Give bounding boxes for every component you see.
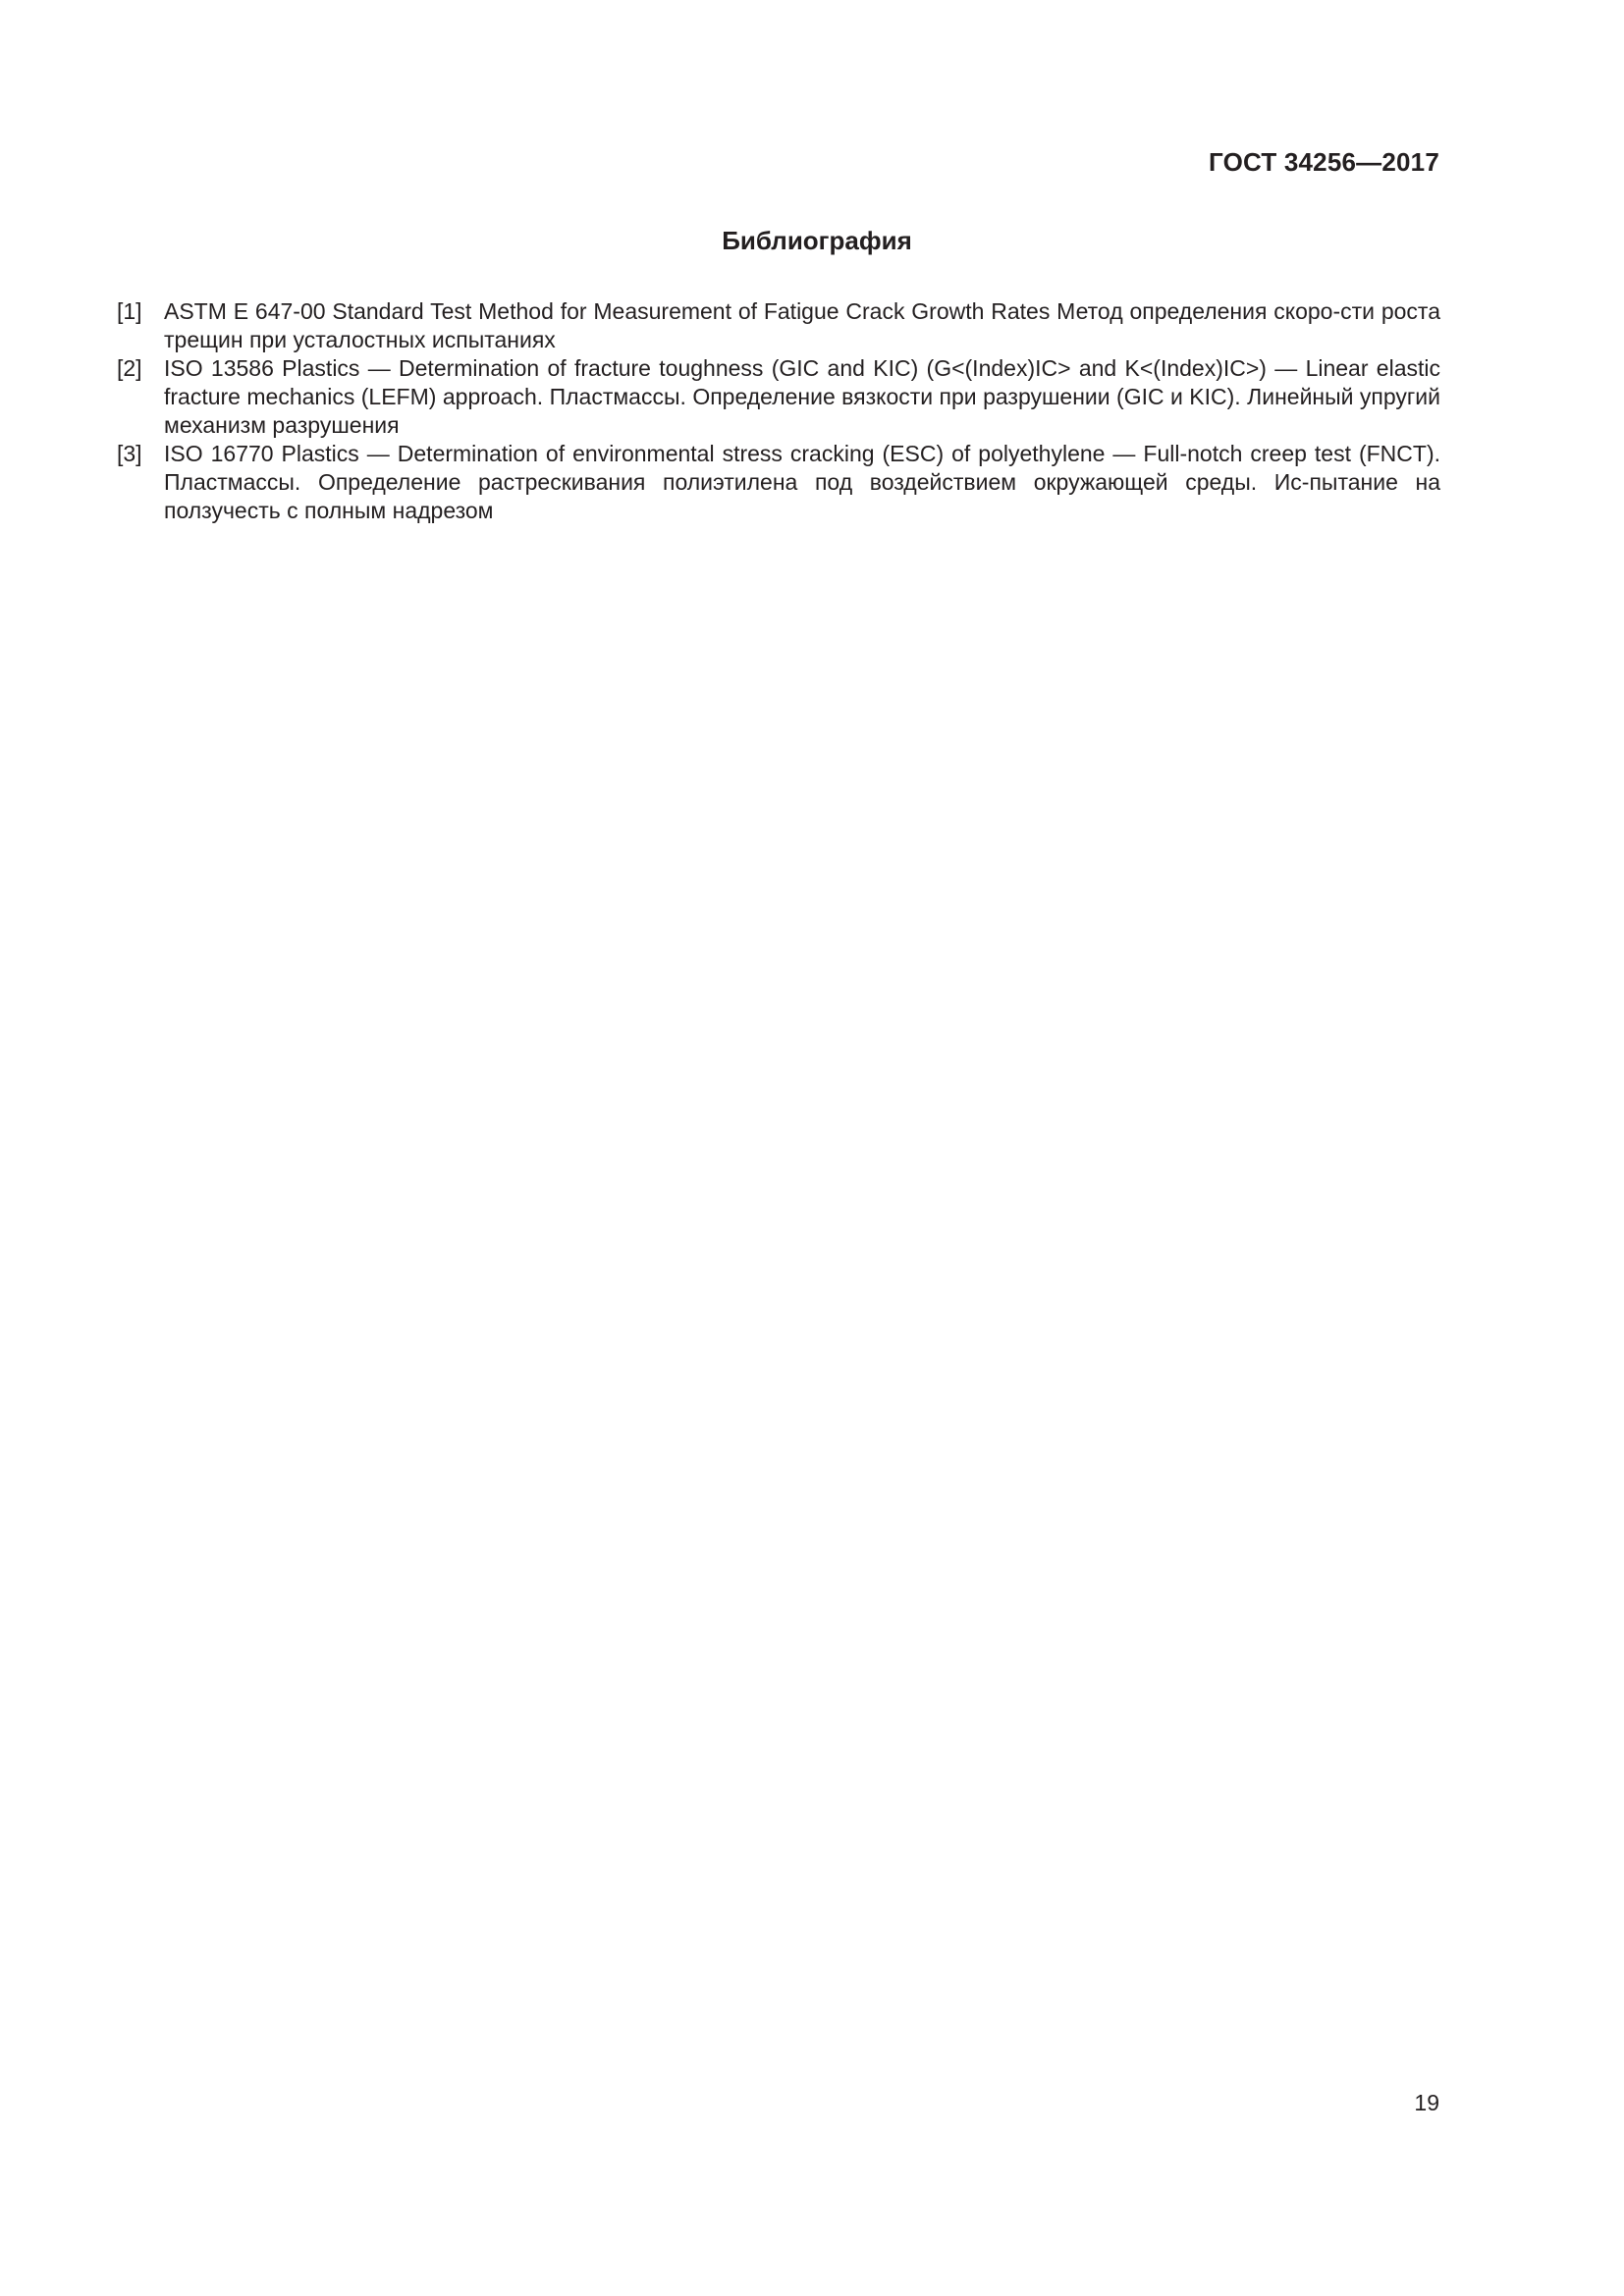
- bibliography-item: [117, 440, 1440, 525]
- bibliography-item-text: ISO 13586 Plastics — Determination of fracture toughness (GIC and KIC) (G<(Index)IC> and K<(Index)IC>) — Linear elastic fracture mechanics (LEFM) approach. Пластмассы. Определение вязкости при разрушении (GIC и KIC). Линейный упругий механизм разрушения: [164, 355, 1440, 438]
- bibliography-item-number: [3]: [117, 441, 142, 466]
- section-title: Библиография: [722, 226, 912, 255]
- bibliography-list: [117, 297, 1440, 525]
- bibliography-item-text: ISO 16770 Plastics — Determination of environmental stress cracking (ESC) of polyethylene — Full-notch creep test (FNCT). Пластмассы. Определение растрескивания полиэтилена под воздействием окружающей среды. Ис-пытание на ползучесть с полным надрезом: [164, 441, 1440, 523]
- bibliography-item-text: ASTM E 647-00 Standard Test Method for Measurement of Fatigue Crack Growth Rates Метод определения скоро-сти роста трещин при усталостных испытаниях: [164, 298, 1440, 352]
- document-code: ГОСТ 34256—2017: [1209, 147, 1439, 177]
- page-number: 19: [1414, 2090, 1439, 2115]
- bibliography-item: [117, 354, 1440, 440]
- bibliography-item: [117, 297, 1440, 354]
- bibliography-item-number: [2]: [117, 355, 142, 381]
- bibliography-item-number: [1]: [117, 298, 142, 324]
